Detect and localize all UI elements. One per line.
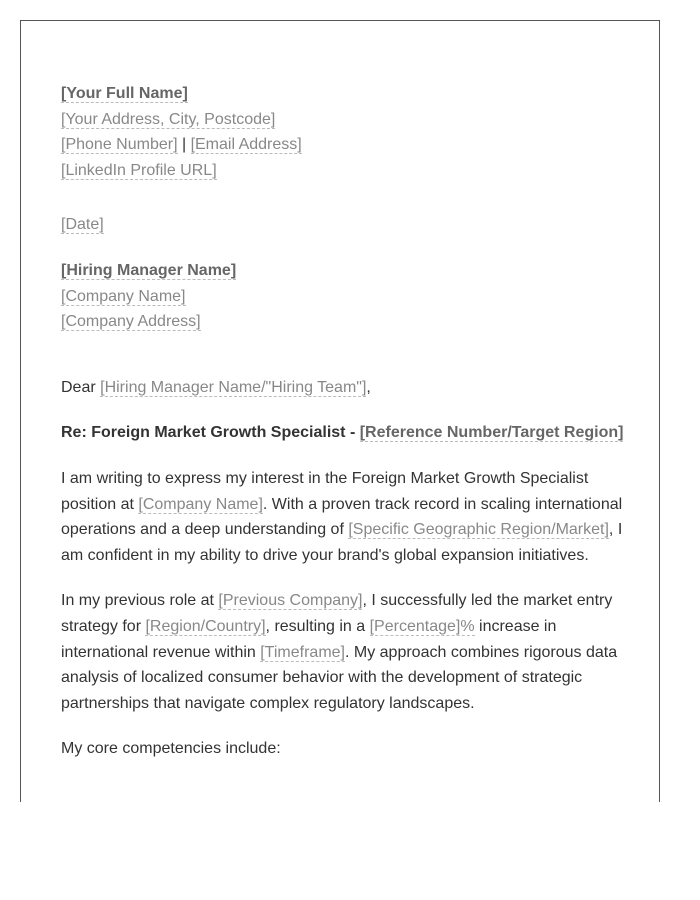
sender-email[interactable]: [Email Address] xyxy=(190,136,302,154)
salutation xyxy=(61,375,626,401)
p2-percentage[interactable]: [Percentage]% xyxy=(369,617,475,635)
recipient-block xyxy=(61,258,626,335)
p1-company-name[interactable]: [Company Name] xyxy=(138,495,263,513)
sender-name[interactable]: [Your Full Name] xyxy=(61,85,188,102)
salutation-suffix: , xyxy=(366,378,371,396)
contact-separator: | xyxy=(177,136,191,154)
p2-text-3: , resulting in a xyxy=(265,617,370,635)
salutation-name[interactable]: [Hiring Manager Name/"Hiring Team"] xyxy=(100,378,367,396)
recipient-name[interactable]: [Hiring Manager Name] xyxy=(61,261,237,279)
letter-date[interactable]: [Date] xyxy=(61,216,104,234)
p3-text-1: My core competencies include: xyxy=(61,740,281,758)
sender-address[interactable]: [Your Address, City, Postcode] xyxy=(61,110,276,128)
recipient-address[interactable]: [Company Address] xyxy=(61,313,201,331)
letter-page xyxy=(20,20,660,802)
recipient-company[interactable]: [Company Name] xyxy=(61,287,186,305)
p2-region-country[interactable]: [Region/Country] xyxy=(145,617,266,635)
body-paragraph-1 xyxy=(61,466,626,568)
p1-text-3: , I am confident in my ability to drive your brand's global expansion initiatives. xyxy=(61,521,623,564)
subject-reference[interactable]: [Reference Number/Target Region] xyxy=(359,424,624,442)
p2-text-4: increase in international revenue within xyxy=(61,617,557,661)
p1-region-market[interactable]: [Specific Geographic Region/Market] xyxy=(348,521,609,539)
subject-line xyxy=(61,420,626,446)
body-paragraph-3 xyxy=(61,736,626,762)
date-block xyxy=(61,212,626,238)
p2-previous-company[interactable]: [Previous Company] xyxy=(218,592,363,610)
body-paragraph-2 xyxy=(61,588,626,716)
sender-block xyxy=(61,81,626,183)
salutation-prefix: Dear xyxy=(61,378,101,396)
subject-prefix: Re: Foreign Market Growth Specialist - xyxy=(61,424,360,442)
p1-text-1: I am writing to express my interest in the Foreign Market Growth Specialist position at xyxy=(61,469,589,513)
p2-timeframe[interactable]: [Timeframe] xyxy=(260,643,345,661)
sender-linkedin[interactable]: [LinkedIn Profile URL] xyxy=(61,161,217,179)
letter-content xyxy=(61,81,626,782)
p2-text-1: In my previous role at xyxy=(61,592,219,610)
sender-phone[interactable]: [Phone Number] xyxy=(61,136,178,154)
p1-text-2: . With a proven track record in scaling international operations and a deep understanding of xyxy=(61,495,623,539)
p2-text-5: . My approach combines rigorous data analysis of localized consumer behavior with the development of strategic partnerships that navigate complex regulatory landscapes. xyxy=(61,643,618,712)
p2-text-2: , I successfully led the market entry strategy for xyxy=(61,592,613,635)
